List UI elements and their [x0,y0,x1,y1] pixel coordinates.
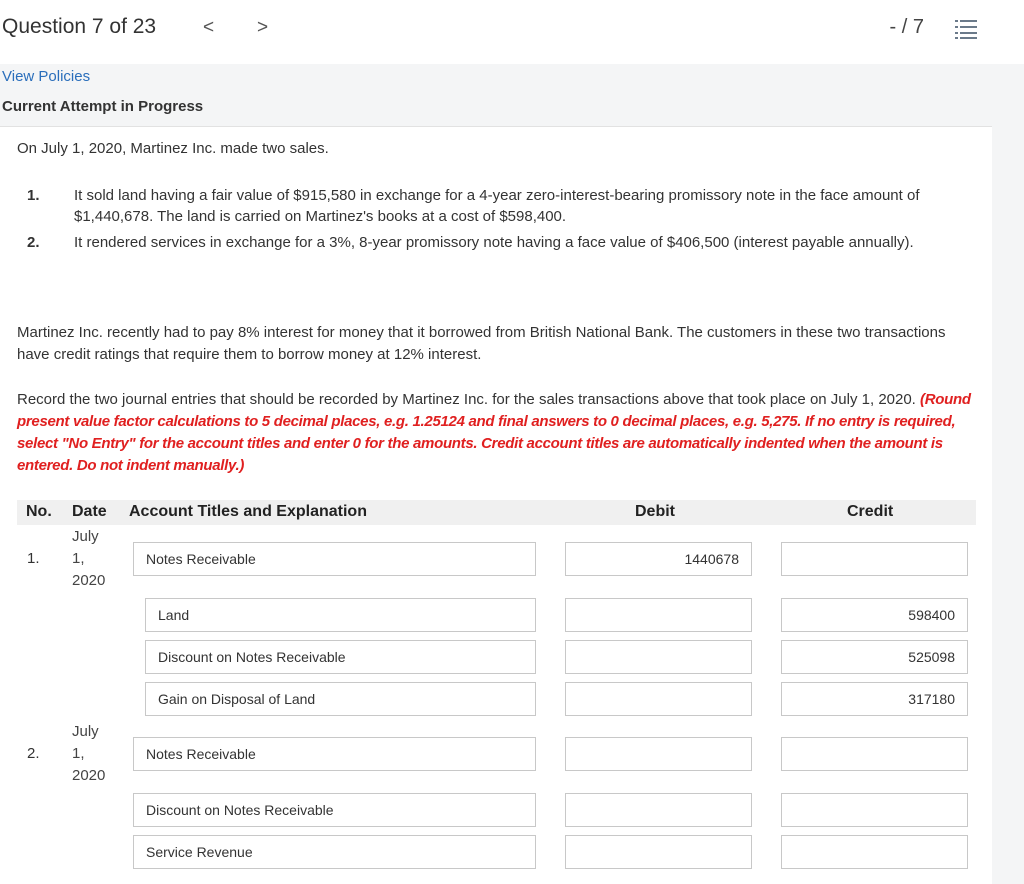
account-title-field[interactable]: Service Revenue [133,835,536,869]
account-title-field[interactable]: Gain on Disposal of Land [145,682,536,716]
credit-amount-field[interactable]: 317180 [781,682,968,716]
debit-amount-field[interactable] [565,737,752,771]
next-question-button[interactable]: > [257,17,269,38]
entry-number: 2. [27,745,40,762]
account-title-field[interactable]: Notes Receivable [133,542,536,576]
credit-amount-field[interactable] [781,835,968,869]
account-title-field[interactable]: Notes Receivable [133,737,536,771]
credit-amount-field[interactable] [781,542,968,576]
header-credit: Credit [847,503,894,520]
list-item-text: It sold land having a fair value of $915,580 in exchange for a 4-year zero-interest-bearing promissory note in the face amount of $1,440,678. The land is carried on Martinez's books at a cost of $598,400. [74,187,920,225]
credit-amount-field[interactable]: 525098 [781,640,968,674]
header-debit: Debit [635,503,675,520]
question-label: Question 7 of 23 [2,15,157,38]
entry-number: 1. [27,550,40,567]
debit-amount-field[interactable] [565,640,752,674]
entry-date [72,721,105,787]
question-list-icon[interactable] [955,18,977,40]
list-item-text: It rendered services in exchange for a 3%, 8-year promissory note having a face value of $406,500 (interest payable annually). [74,234,914,251]
entry-date [72,526,105,592]
credit-amount-field[interactable]: 598400 [781,598,968,632]
list-item-number: 2. [27,234,40,251]
problem-instruction [17,389,977,477]
instruction-note: (Round present value factor calculations to 5 decimal places, e.g. 1.25124 and final answers to 0 decimal places, e.g. 5,275. If no entry is required, select "No Entry" for the account titles and enter 0 for the amounts. Credit account titles are automatically indented when the amount is entered. Do not indent manually.) [17,391,971,474]
header-no: No. [26,503,52,520]
date-year: 2020 [72,767,106,784]
journal-table-header [17,500,976,525]
credit-amount-field[interactable] [781,793,968,827]
problem-list-item [17,232,947,276]
account-title-field[interactable]: Land [145,598,536,632]
date-month: July [72,528,99,545]
account-title-field[interactable]: Discount on Notes Receivable [145,640,536,674]
date-day: 1, [72,745,85,762]
problem-list-item [17,185,947,229]
previous-question-button[interactable]: < [203,17,215,38]
account-title-field[interactable]: Discount on Notes Receivable [133,793,536,827]
date-day: 1, [72,550,85,567]
instruction-text: Record the two journal entries that should be recorded by Martinez Inc. for the sales transactions above that took place on July 1, 2020. [17,391,916,408]
header-date: Date [72,503,107,520]
credit-amount-field[interactable] [781,737,968,771]
top-bar [0,0,1024,64]
date-year: 2020 [72,572,106,589]
debit-amount-field[interactable] [565,793,752,827]
debit-amount-field[interactable] [565,682,752,716]
date-month: July [72,723,99,740]
list-item-number: 1. [27,187,40,204]
problem-context: Martinez Inc. recently had to pay 8% interest for money that it borrowed from British National Bank. The customers in these two transactions have credit ratings that require them to borrow money at 12% interest. [17,324,946,363]
score-display: - / 7 [889,16,924,38]
debit-amount-field[interactable] [565,835,752,869]
debit-amount-field[interactable]: 1440678 [565,542,752,576]
view-policies-link[interactable]: View Policies [2,68,91,85]
problem-intro: On July 1, 2020, Martinez Inc. made two sales. [17,140,329,157]
debit-amount-field[interactable] [565,598,752,632]
header-account: Account Titles and Explanation [129,503,367,520]
attempt-status: Current Attempt in Progress [2,98,204,115]
